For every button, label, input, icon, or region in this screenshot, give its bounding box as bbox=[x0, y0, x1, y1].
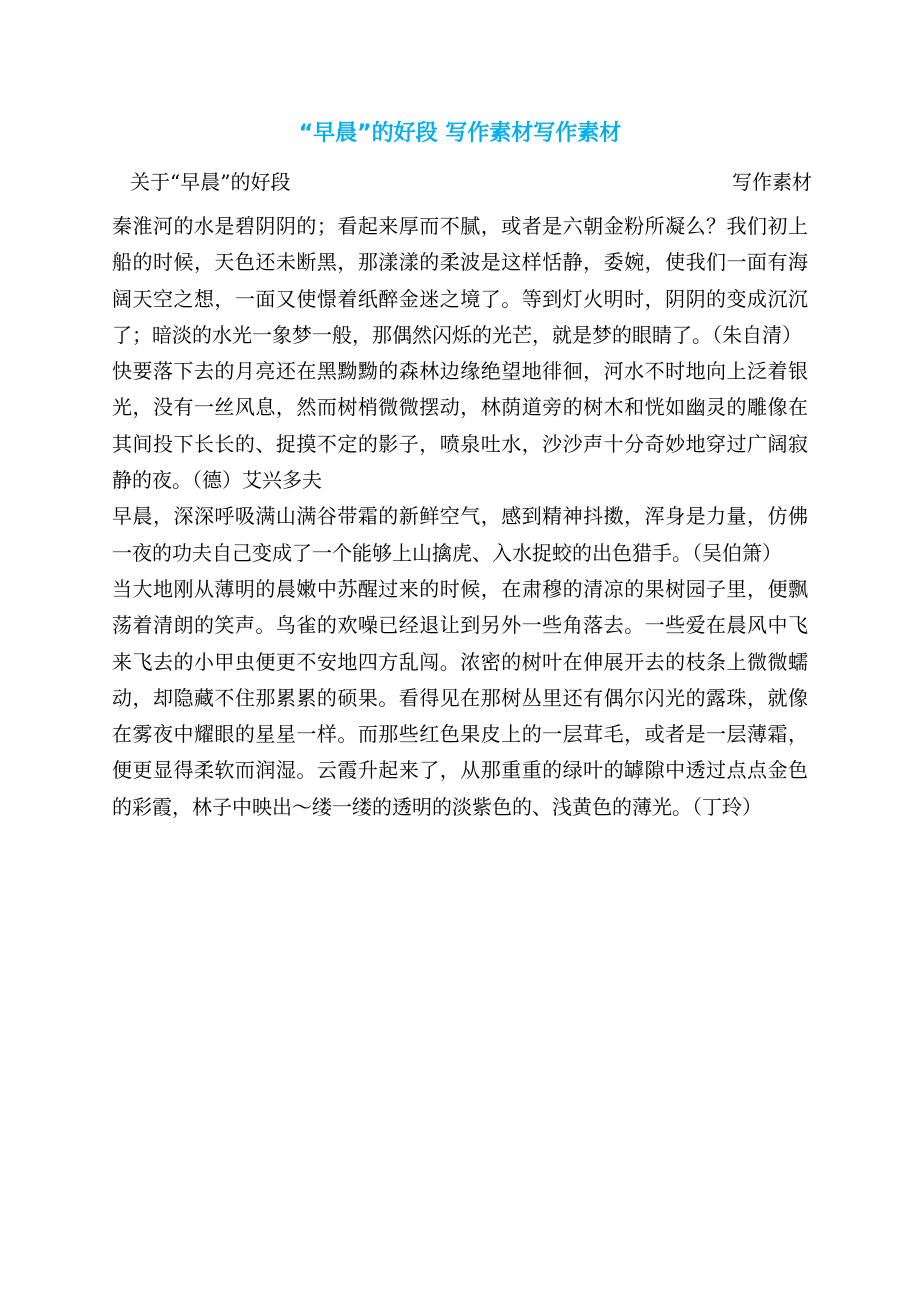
subheading-category: 写作素材 bbox=[732, 170, 812, 194]
paragraph-wu-boxiao: 早晨，深深呼吸满山满谷带霜的新鲜空气，感到精神抖擞，浑身是力量，仿佛一夜的功夫自己变成了一个能够上山擒虎、入水捉蛟的出色猎手。（吴伯箫） bbox=[112, 504, 808, 565]
paragraph-eichendorff: 快要落下去的月亮还在黑黝黝的森林边缘绝望地徘徊，河水不时地向上泛着银光，没有一丝风息，然而树梢微微摆动，林荫道旁的树木和恍如幽灵的雕像在其间投下长长的、捉摸不定的影子，喷泉吐水，沙沙声十分奇妙地穿过广阔寂静的夜。（德）艾兴多夫 bbox=[112, 359, 808, 493]
subheading-row bbox=[112, 164, 812, 200]
subheading-topic: 关于“早晨”的好段 bbox=[130, 170, 291, 194]
paragraph-ding-ling: 当大地刚从薄明的晨嫩中苏醒过来的时候，在肃穆的清凉的果树园子里，便飘荡着清朗的笑声。鸟雀的欢噪已经退让到另外一些角落去。一些爱在晨风中飞来飞去的小甲虫便更不安地四方乱闯。浓密的树叶在伸展开去的枝条上微微蠕动，却隐藏不住那累累的硕果。看得见在那树丛里还有偶尔闪光的露珠，就像在雾夜中耀眼的星星一样。而那些红色果皮上的一层茸毛，或者是一层薄霜，便更显得柔软而润湿。云霞升起来了，从那重重的绿叶的罅隙中透过点点金色的彩霞，林子中映出～缕一缕的透明的淡紫色的、浅黄色的薄光。（丁玲） bbox=[112, 576, 808, 819]
document-body bbox=[112, 208, 808, 825]
paragraph-zhu-ziqing: 秦淮河的水是碧阴阴的；看起来厚而不腻，或者是六朝金粉所凝么？我们初上船的时候，天色还未断黑，那漾漾的柔波是这样恬静，委婉，使我们一面有海阔天空之想，一面又使憬着纸醉金迷之境了。等到灯火明时，阴阴的变成沉沉了；暗淡的水光一象梦一般，那偶然闪烁的光芒，就是梦的眼睛了。（朱自清） bbox=[112, 214, 808, 347]
document-title: “早晨”的好段 写作素材写作素材 bbox=[298, 121, 622, 146]
